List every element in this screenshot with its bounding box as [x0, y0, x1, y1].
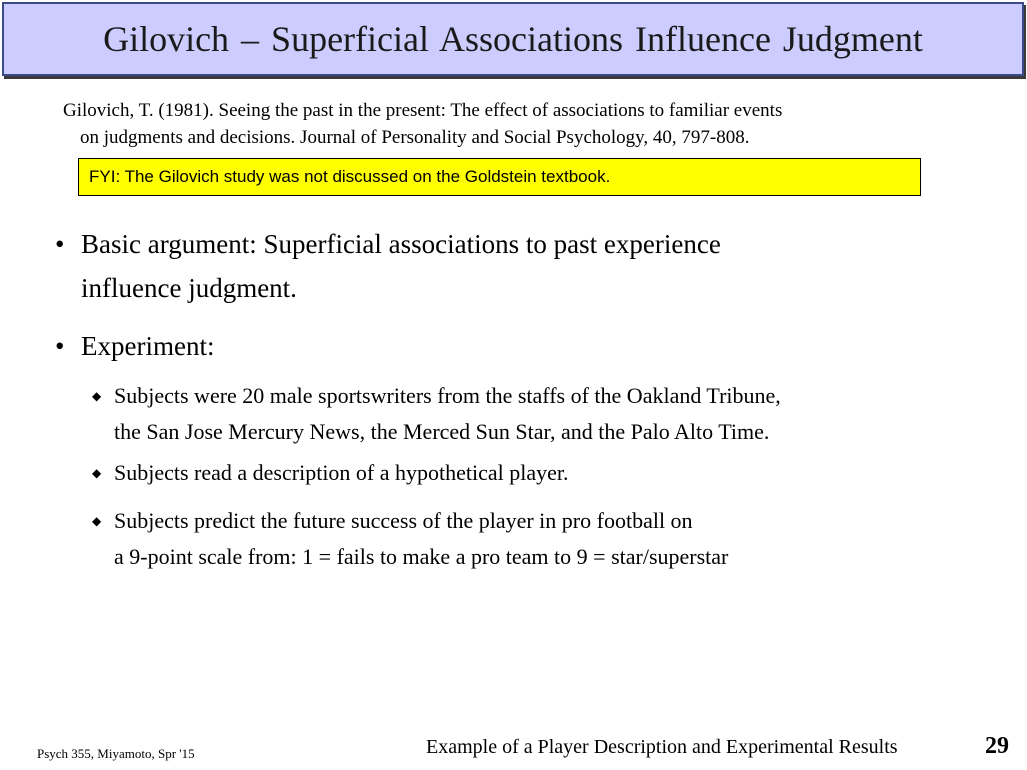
diamond-bullet-icon: ◆ [92, 466, 102, 480]
footer-next-slide-label: Example of a Player Description and Experimental Results [426, 736, 898, 758]
bullet-basic-argument [55, 222, 721, 310]
bullet-marker: • [55, 331, 65, 361]
slide-title: Gilovich – Superficial Associations Influence Judgment [103, 19, 923, 59]
sub-bullet-text-line-2: a 9-point scale from: 1 = fails to make a pro team to 9 = star/superstar [114, 544, 729, 569]
bullet-text-line-1: Basic argument: Superficial associations to past experience [81, 229, 721, 259]
bullet-marker: • [55, 229, 65, 259]
bullet-experiment [55, 324, 214, 368]
citation [63, 97, 980, 151]
citation-line-2: on judgments and decisions. Journal of Personality and Social Psychology, 40, 797-808. [80, 127, 750, 148]
sub-bullet-text-line-1: Subjects read a description of a hypothetical player. [114, 460, 569, 485]
sub-bullet-subjects-predict [92, 503, 728, 575]
footer-course-label: Psych 355, Miyamoto, Spr '15 [37, 746, 195, 761]
citation-line-1: Gilovich, T. (1981). Seeing the past in the present: The effect of associations to familiar events [63, 100, 783, 121]
page-number: 29 [985, 733, 1009, 759]
diamond-bullet-icon: ◆ [92, 389, 102, 403]
diamond-bullet-icon: ◆ [92, 514, 102, 528]
slide-title-bar [2, 2, 1024, 76]
sub-bullet-text-line-1: Subjects predict the future success of the player in pro football on [114, 508, 693, 533]
bullet-text-line-1: Experiment: [81, 331, 215, 361]
sub-bullet-subjects-read [92, 455, 569, 491]
bullet-text-line-2: influence judgment. [81, 273, 297, 303]
fyi-note-text: FYI: The Gilovich study was not discussed on the Goldstein textbook. [89, 167, 611, 186]
sub-bullet-text-line-1: Subjects were 20 male sportswriters from the staffs of the Oakland Tribune, [114, 383, 781, 408]
sub-bullet-text-line-2: the San Jose Mercury News, the Merced Sun Star, and the Palo Alto Time. [114, 419, 770, 444]
sub-bullet-subjects-sportswriters [92, 378, 781, 450]
fyi-note [78, 158, 921, 196]
